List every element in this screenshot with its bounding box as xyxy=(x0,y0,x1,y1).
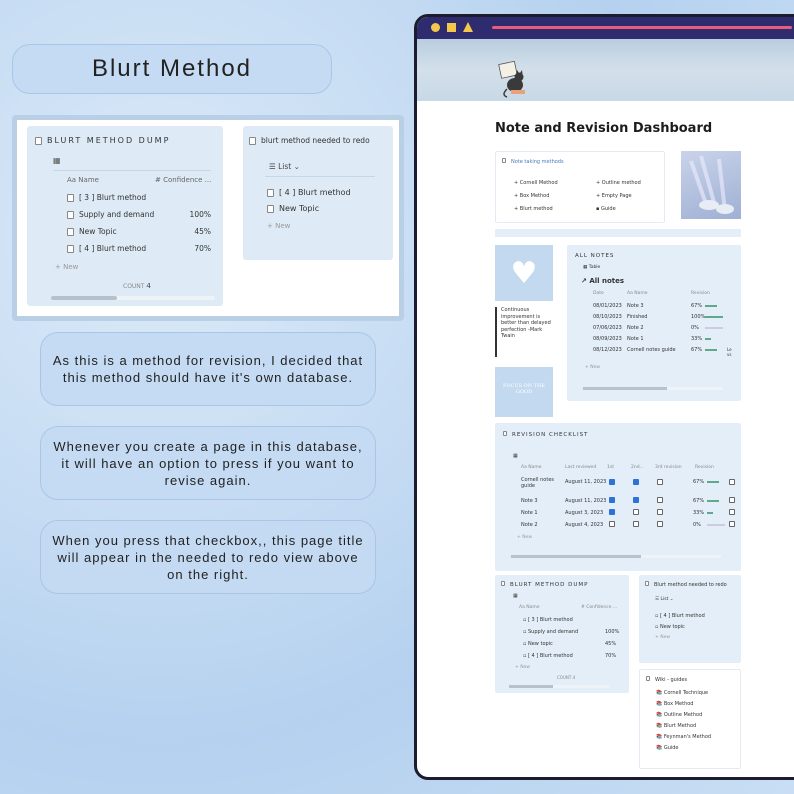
empty-page-button[interactable]: + Empty Page xyxy=(596,193,632,199)
first-revision-checkbox[interactable] xyxy=(609,497,615,503)
wiki-item[interactable]: 📚 Feynman's Method xyxy=(656,734,712,740)
row-revision: 67% xyxy=(691,347,703,353)
outline-method-button[interactable]: + Outline method xyxy=(596,180,641,186)
progress-bar xyxy=(707,500,719,502)
dashboard-screen xyxy=(414,14,794,780)
page-icon xyxy=(35,137,42,145)
table-row[interactable]: ▫ Supply and demand xyxy=(523,629,579,635)
cover-image xyxy=(417,39,794,101)
table-view-tab[interactable]: ▦ Table xyxy=(583,265,601,270)
row-name[interactable]: Finished xyxy=(627,314,648,320)
blurt-database-card xyxy=(27,126,223,306)
table-row[interactable]: 08/10/2023 xyxy=(593,314,622,320)
col-second[interactable]: 2nd... xyxy=(631,465,644,470)
redo-checkbox[interactable] xyxy=(729,479,735,485)
count-label: COUNT 4 xyxy=(557,675,576,680)
progress-bar xyxy=(705,349,717,351)
row-revision: 0% xyxy=(691,325,699,331)
row-revision: 33% xyxy=(693,510,705,516)
table-row[interactable]: ▫ New topic xyxy=(523,641,553,647)
col-third[interactable]: 3rd revision xyxy=(655,465,682,470)
redo-checkbox[interactable] xyxy=(729,497,735,503)
page-title: Blurt Method xyxy=(12,44,332,94)
col-name[interactable]: Aa Name xyxy=(519,605,540,610)
col-revision[interactable]: Revision xyxy=(695,465,714,470)
row-revision: 33% xyxy=(691,336,703,342)
col-confidence[interactable]: # Confidence ... xyxy=(581,605,618,610)
cat-book-icon xyxy=(497,61,527,99)
progress-bar xyxy=(707,512,713,514)
dashboard-title: Note and Revision Dashboard xyxy=(495,121,713,136)
new-list-item-button[interactable]: + New xyxy=(655,635,671,640)
progress-bar xyxy=(705,327,723,329)
row-revision: 67% xyxy=(693,498,705,504)
row-revision: 67% xyxy=(691,303,703,309)
second-revision-checkbox[interactable] xyxy=(633,521,639,527)
progress-bar xyxy=(705,316,723,318)
new-row-button[interactable]: + New xyxy=(517,535,533,540)
third-revision-checkbox[interactable] xyxy=(657,479,663,485)
guide-button[interactable]: ▪ Guide xyxy=(596,206,616,212)
all-notes-title[interactable]: ↗ All notes xyxy=(581,277,625,285)
heart-icon: ♥ xyxy=(495,245,553,301)
first-revision-checkbox[interactable] xyxy=(609,479,615,485)
progress-bar xyxy=(707,524,725,526)
note-2: Whenever you create a page in this database, it will have an option to press if you want to revise again. xyxy=(40,426,376,500)
note-1: As this is a method for revision, I decided that this method should have it's own database. xyxy=(40,332,376,406)
col-date[interactable]: Date xyxy=(593,291,604,296)
db-title: BLURT METHOD DUMP xyxy=(47,136,171,145)
table-view-icon[interactable]: ▦ xyxy=(513,593,518,599)
circle-icon[interactable] xyxy=(431,23,440,32)
wiki-item[interactable]: 📚 Guide xyxy=(656,745,679,751)
redo-card xyxy=(243,126,393,260)
wiki-item[interactable]: 📚 Outline Method xyxy=(656,712,703,718)
table-row[interactable]: Note 2 xyxy=(521,522,538,528)
database-screenshot xyxy=(12,115,404,321)
list-item[interactable]: ▫ [ 4 ] Blurt method xyxy=(655,613,705,619)
col-confidence[interactable]: # Confidence ... xyxy=(155,176,212,184)
second-revision-checkbox[interactable] xyxy=(633,479,639,485)
first-revision-checkbox[interactable] xyxy=(609,509,615,515)
scrollbar[interactable] xyxy=(511,555,721,558)
table-row[interactable]: 08/12/2023 xyxy=(593,347,622,353)
blurt-header: BLURT METHOD DUMP xyxy=(501,581,588,588)
window-topbar xyxy=(417,17,794,39)
row-confidence: 100% xyxy=(605,629,620,635)
scrollbar[interactable] xyxy=(583,387,723,390)
count-label: COUNT 4 xyxy=(123,282,151,290)
table-row[interactable]: 07/06/2023 xyxy=(593,325,622,331)
second-revision-checkbox[interactable] xyxy=(633,497,639,503)
scrollbar[interactable] xyxy=(509,685,609,688)
row-confidence: 45% xyxy=(605,641,617,647)
sneakers-image xyxy=(681,151,741,219)
col-name[interactable]: Aa Name xyxy=(67,176,99,184)
new-list-item-button[interactable]: + New xyxy=(267,222,291,230)
redo-card xyxy=(639,575,741,663)
wiki-item[interactable]: 📚 Box Method xyxy=(656,701,694,707)
col-first[interactable]: 1st xyxy=(607,465,614,470)
new-row-button[interactable]: + New xyxy=(585,365,601,370)
wiki-item[interactable]: 📚 Cornell Technique xyxy=(656,690,709,696)
redo-title: Blurt method needed to redo xyxy=(645,581,727,588)
table-row[interactable]: ▫ [ 4 ] Blurt method xyxy=(523,653,573,659)
box-method-button[interactable]: + Box Method xyxy=(514,193,550,199)
list-item[interactable]: [ 4 ] Blurt method xyxy=(267,188,351,197)
row-revision: 100% xyxy=(691,314,706,320)
wiki-title[interactable]: Wiki - guides xyxy=(646,676,687,683)
table-row[interactable]: [ 4 ] Blurt method 70% xyxy=(67,244,211,253)
second-revision-checkbox[interactable] xyxy=(633,509,639,515)
col-last-reviewed[interactable]: Last reviewed xyxy=(565,465,597,470)
table-view-icon[interactable]: ▦ xyxy=(53,156,61,165)
progress-bar xyxy=(705,305,717,307)
table-row[interactable]: 08/09/2023 xyxy=(593,336,622,342)
row-date: August 11, 2023 xyxy=(565,498,607,504)
row-name[interactable]: Note 3 xyxy=(627,303,644,309)
list-view-tab[interactable]: ☰ List ⌄ xyxy=(269,162,300,171)
table-row[interactable]: [ 3 ] Blurt method xyxy=(67,193,217,202)
row-revision: 67% xyxy=(693,479,705,485)
cornell-method-button[interactable]: + Cornell Method xyxy=(514,180,558,186)
col-name[interactable]: Aa Name xyxy=(521,465,542,470)
redo-title: blurt method needed to redo xyxy=(261,136,370,145)
third-revision-checkbox[interactable] xyxy=(657,497,663,503)
title-bar-line xyxy=(492,26,792,29)
first-revision-checkbox[interactable] xyxy=(609,521,615,527)
all-notes-header: ALL NOTES xyxy=(575,253,615,259)
table-row[interactable]: 08/01/2023 xyxy=(593,303,622,309)
row-confidence: 70% xyxy=(605,653,617,659)
row-name[interactable]: Note 2 xyxy=(627,325,644,331)
new-row-button[interactable]: + New xyxy=(515,665,531,670)
col-name[interactable]: Aa Name xyxy=(627,291,648,296)
revision-checklist-card xyxy=(495,423,741,571)
divider-band xyxy=(495,229,741,237)
table-row[interactable]: Note 1 xyxy=(521,510,538,516)
overflow-text: Le vs xyxy=(727,347,732,357)
triangle-icon[interactable] xyxy=(463,22,473,32)
list-item[interactable]: ▫ New topic xyxy=(655,624,685,630)
table-row[interactable]: Note 3 xyxy=(521,498,538,504)
list-item[interactable]: New Topic xyxy=(267,204,319,213)
table-row[interactable]: ▫ [ 3 ] Blurt method xyxy=(523,617,573,623)
row-date: August 4, 2023 xyxy=(565,522,604,528)
methods-title[interactable]: Note taking methods xyxy=(502,158,564,165)
note-3: When you press that checkbox,, this page title will appear in the needed to redo view above on the right. xyxy=(40,520,376,594)
redo-checkbox[interactable] xyxy=(729,509,735,515)
third-revision-checkbox[interactable] xyxy=(657,509,663,515)
all-notes-card xyxy=(567,245,741,401)
row-date: August 3, 2023 xyxy=(565,510,604,516)
row-name[interactable]: Cornell notes guide xyxy=(627,347,676,353)
new-row-button[interactable]: + New xyxy=(55,263,79,271)
progress-bar xyxy=(707,481,719,483)
blurt-database-card xyxy=(495,575,629,693)
row-revision: 0% xyxy=(693,522,701,528)
square-icon[interactable] xyxy=(447,23,456,32)
table-row[interactable]: Supply and demand 100% xyxy=(67,210,211,219)
row-date: August 11, 2023 xyxy=(565,479,607,485)
table-row[interactable]: New Topic 45% xyxy=(67,227,211,236)
table-view-icon[interactable]: ▦ xyxy=(513,453,518,459)
wiki-card xyxy=(639,669,741,769)
quote: Continuous improvement is better than delayed perfection -Mark Twain xyxy=(495,307,553,357)
redo-checkbox[interactable] xyxy=(729,521,735,527)
wiki-item[interactable]: 📚 Blurt Method xyxy=(656,723,697,729)
third-revision-checkbox[interactable] xyxy=(657,521,663,527)
progress-bar xyxy=(705,338,711,340)
row-name[interactable]: Note 1 xyxy=(627,336,644,342)
col-revision[interactable]: Revision xyxy=(691,291,710,296)
focus-card: FOCUS ON THE GOOD xyxy=(495,367,553,417)
table-row[interactable]: Cornell notes guide xyxy=(521,477,555,489)
methods-card xyxy=(495,151,665,223)
scrollbar[interactable] xyxy=(51,296,215,300)
list-view-tab[interactable]: ☰ List ⌄ xyxy=(655,597,674,602)
checklist-header: REVISION CHECKLIST xyxy=(503,431,588,438)
blurt-method-button[interactable]: + Blurt method xyxy=(514,206,553,212)
